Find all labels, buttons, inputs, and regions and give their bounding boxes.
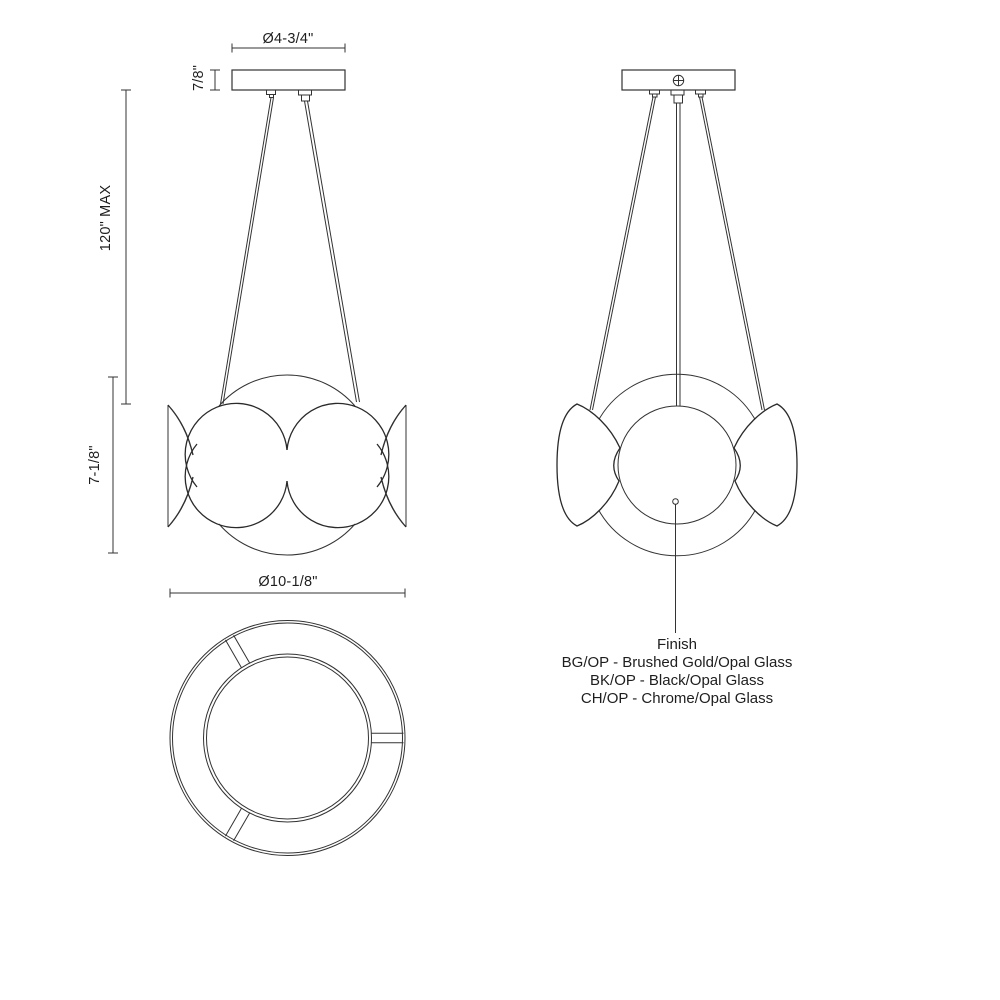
dim-label-max-drop: 120" MAX [98, 184, 114, 252]
dim-max-drop-line [121, 90, 131, 404]
pendant-side-view [557, 70, 797, 633]
dim-label-shade-height: 7-1/8" [87, 445, 103, 485]
dimension-lines [108, 44, 405, 598]
petal-discs-front [185, 403, 389, 527]
dim-canopy-height-line [210, 70, 220, 90]
side-petal-edges-front [168, 405, 406, 527]
suspension-cables-front [221, 98, 360, 405]
dim-label-canopy-height: 7/8" [191, 64, 207, 92]
dim-label-fixture-diameter: Ø10-1/8" [258, 574, 318, 590]
panel-seam [225, 635, 249, 667]
suspension-cables-side [590, 97, 765, 410]
finish-option: BG/OP - Brushed Gold/Opal Glass [561, 654, 793, 671]
cable-gripper-fitting [650, 90, 706, 103]
panel-seam [225, 808, 249, 840]
panel-seam [372, 733, 404, 742]
inner-glass-circle [618, 406, 736, 524]
screw-icon [673, 75, 683, 85]
pendant-bottom-view [170, 621, 405, 856]
finish-legend-title: Finish [656, 636, 697, 653]
canopy-front [232, 70, 345, 90]
bottom-finial [673, 499, 679, 505]
center-stem [677, 103, 681, 407]
petal-discs-side [557, 404, 797, 526]
finish-option: CH/OP - Chrome/Opal Glass [580, 690, 774, 707]
pendant-front-view [168, 70, 406, 555]
dim-shade-height-line [108, 377, 118, 553]
finish-option: BK/OP - Black/Opal Glass [590, 672, 764, 689]
dim-label-canopy-diameter: Ø4-3/4" [262, 31, 314, 47]
finish-legend [562, 636, 793, 708]
